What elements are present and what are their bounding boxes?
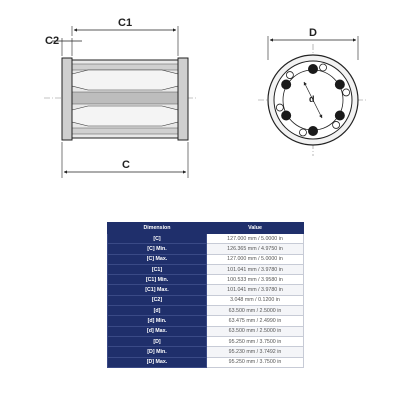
dimension-cell: [C1] Max. <box>108 285 207 295</box>
value-cell: 127.000 mm / 5.0000 in <box>207 254 304 264</box>
groove-middle <box>72 92 178 104</box>
table-row <box>108 316 304 326</box>
value-cell: 100.533 mm / 3.9580 in <box>207 275 304 285</box>
return-ball <box>343 89 350 96</box>
dimension-cell: [d] <box>108 306 207 316</box>
end-view <box>258 27 368 156</box>
value-cell: 3.048 mm / 0.1200 in <box>207 295 304 305</box>
label-c: C <box>122 159 130 171</box>
return-ball <box>333 121 340 128</box>
loaded-ball <box>308 126 318 136</box>
groove-bottom <box>72 128 178 134</box>
loaded-ball <box>308 64 318 74</box>
label-d-inner: d <box>309 94 315 104</box>
return-ball <box>320 64 327 71</box>
header-dimension: Dimension <box>108 223 207 234</box>
table-row <box>108 347 304 357</box>
value-cell: 95.230 mm / 3.7492 in <box>207 347 304 357</box>
table-row <box>108 285 304 295</box>
dimension-cell: [d] Max. <box>108 326 207 336</box>
dimension-cell: [C] Max. <box>108 254 207 264</box>
loaded-ball <box>281 111 291 121</box>
label-c1: C1 <box>118 17 133 29</box>
groove-top <box>72 64 178 70</box>
table-header-row <box>108 223 304 234</box>
table-row <box>108 336 304 346</box>
table-body <box>108 234 304 368</box>
dimension-cell: [C] Min. <box>108 244 207 254</box>
value-cell: 95.250 mm / 3.7500 in <box>207 357 304 367</box>
dimension-cell: [D] Max. <box>108 357 207 367</box>
table-row <box>108 244 304 254</box>
value-cell: 63.475 mm / 2.4990 in <box>207 316 304 326</box>
loaded-ball <box>281 80 291 90</box>
value-cell: 95.250 mm / 3.7500 in <box>207 336 304 346</box>
return-ball <box>286 72 293 79</box>
table-row <box>108 357 304 367</box>
dimension-cell: [C1] Min. <box>108 275 207 285</box>
value-cell: 63.500 mm / 2.5000 in <box>207 326 304 336</box>
dimension-cell: [d] Min. <box>108 316 207 326</box>
value-cell: 127.000 mm / 5.0000 in <box>207 234 304 244</box>
value-cell: 101.041 mm / 3.9780 in <box>207 285 304 295</box>
table-row <box>108 306 304 316</box>
value-cell: 63.500 mm / 2.5000 in <box>207 306 304 316</box>
label-d-outer: D <box>309 27 317 39</box>
table-row <box>108 264 304 274</box>
dimension-cell: [C1] <box>108 264 207 274</box>
value-cell: 101.041 mm / 3.9780 in <box>207 264 304 274</box>
loaded-ball <box>335 111 345 121</box>
return-ball <box>299 129 306 136</box>
dimension-cell: [C] <box>108 234 207 244</box>
header-value: Value <box>207 223 304 234</box>
dimension-cell: [D] <box>108 336 207 346</box>
retaining-ring-left <box>62 58 72 140</box>
table-row <box>108 234 304 244</box>
rib-upper <box>72 70 178 90</box>
table-row <box>108 275 304 285</box>
side-view <box>44 17 198 178</box>
rib-lower <box>72 106 178 126</box>
table-row <box>108 295 304 305</box>
loaded-ball <box>335 80 345 90</box>
table-row <box>108 254 304 264</box>
retaining-ring-right <box>178 58 188 140</box>
return-ball <box>276 104 283 111</box>
label-c2: C2 <box>45 35 60 47</box>
table-row <box>108 326 304 336</box>
dimension-cell: [D] Min. <box>108 347 207 357</box>
dimension-cell: [C2] <box>108 295 207 305</box>
value-cell: 126.365 mm / 4.9750 in <box>207 244 304 254</box>
dimension-spec-table <box>107 222 304 368</box>
